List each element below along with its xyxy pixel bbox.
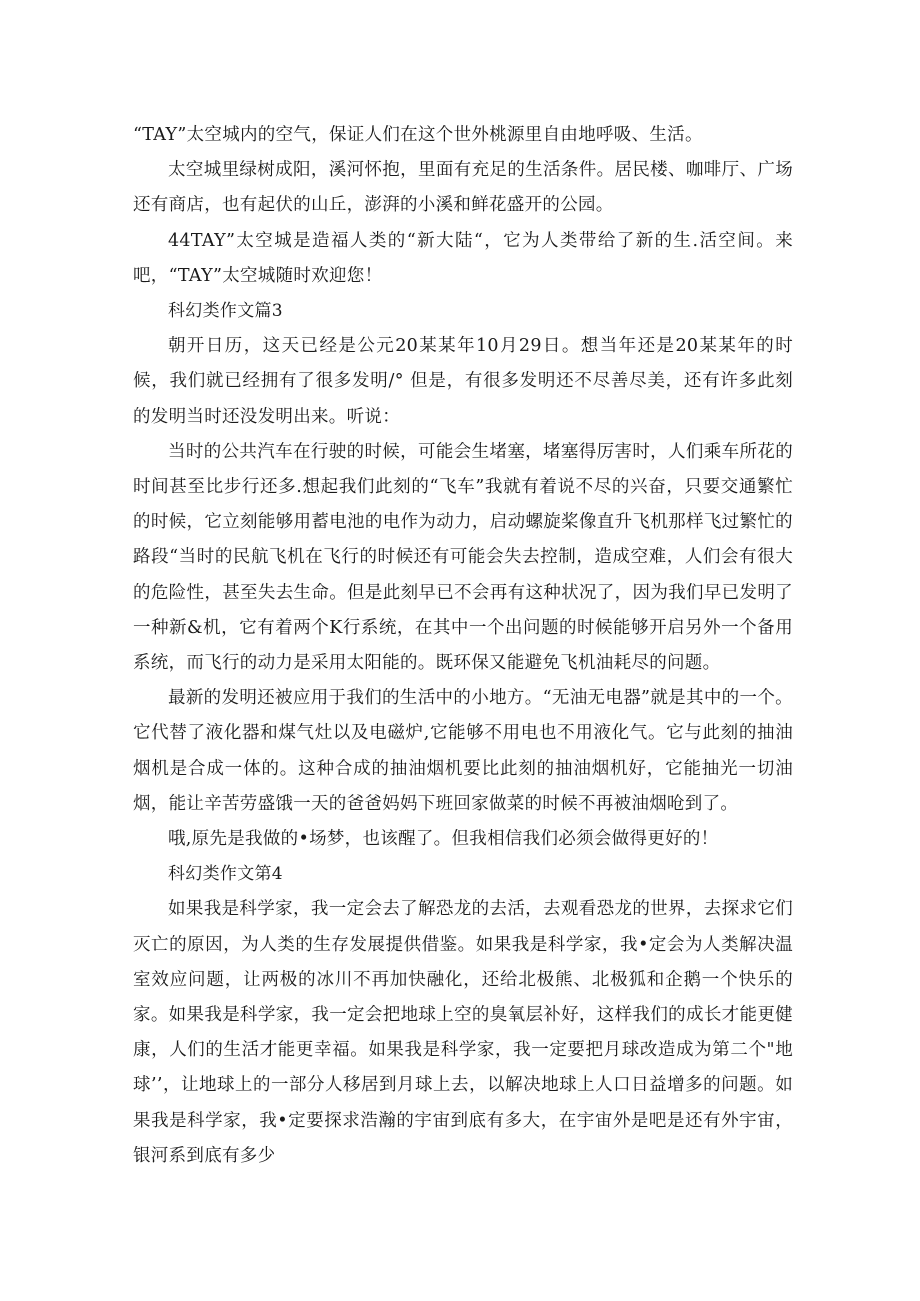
section-heading-3: 科幻类作文篇3 [168, 301, 283, 322]
paragraph-space-city-life: 太空城里绿树成阳，溪河怀抱，里面有充足的生活条件。居民楼、咖啡厅、广场还有商店，也有起伏的山丘，澎湃的小溪和鲜花盛开的公园。 [133, 160, 793, 216]
paragraph-calendar: 朝开日历，这天已经是公元20某某年10月29日。想当年还是20某某年的时候，我们就已经拥有了很多发明/° 但是，有很多发明还不尽善尽美，还有许多此刻的发明当时还没发明出来。听说： [133, 336, 793, 427]
paragraph-scientist: 如果我是科学家，我一定会去了解恐龙的去活，去观看恐龙的世界，去探求它们灭亡的原因，为人类的生存发展提供借鉴。如果我是科学家，我•定会为人类解决温室效应问题，让两极的冰川不再加快融化，还给北极熊、北极狐和企鹅一个快乐的家。如果我是科学家，我一定会把地球上空的臭氧层补好，这样我们的成长才能更健康，人们的生活才能更幸福。如果我是科学家，我一定要把月球改造成为第二个"地球’’，让地球上的一部分人移居到月球上去，以解决地球上人口日益增多的问题。如果我是科学家，我•定要探求浩瀚的宇宙到底有多大，在宇宙外是吧是还有外宇宙，银河系到底有多少 [133, 899, 793, 1166]
paragraph-welcome: 44TAY”太空城是造福人类的“新大陆“，它为人类带给了新的生.活空间。来吧，“TAY”太空城随时欢迎您！ [133, 230, 793, 286]
paragraph-flying-car: 当时的公共汽车在行驶的时候，可能会生堵塞，堵塞得厉害时，人们乘车所花的时间甚至比步行还多.想起我们此刻的“飞车”我就有着说不尽的兴奋，只要交通繁忙的时候，它立刻能够用蓄电池的电作为动力，启动螺旋桨像直升飞机那样飞过繁忙的路段“当时的民航飞机在飞行的时候还有可能会失去控制，造成空难，人们会有很大的危险性，甚至失去生命。但是此刻早已不会再有这种状况了，因为我们早已发明了一种新&机，它有着两个K行系统，在其中一个出问题的时候能够开启另外一个备用系统，而飞行的动力是采用太阳能的。既环保又能避免飞机油耗尽的问题。 [133, 441, 793, 674]
paragraph-dream: 哦,原先是我做的•场梦，也该醒了。但我相信我们必须会做得更好的！ [168, 829, 719, 850]
paragraph-air: “TAY”太空城内的空气，保证人们在这个世外桃源里自由地呼吸、生活。 [133, 125, 703, 145]
section-heading-4: 科幻类作文第4 [168, 864, 283, 885]
document-body [133, 118, 793, 1174]
paragraph-stove: 最新的发明还被应用于我们的生活中的小地方。“无油无电器”就是其中的一个。它代替了液化器和煤气灶以及电磁炉,它能够不用电也不用液化气。它与此刻的抽油烟机是合成一体的。这种合成的抽油烟机要比此刻的抽油烟机好，它能抽光一切油烟，能让辛苦劳盛饿一天的爸爸妈妈下班回家做菜的时候不再被油烟呛到了。 [133, 688, 793, 814]
